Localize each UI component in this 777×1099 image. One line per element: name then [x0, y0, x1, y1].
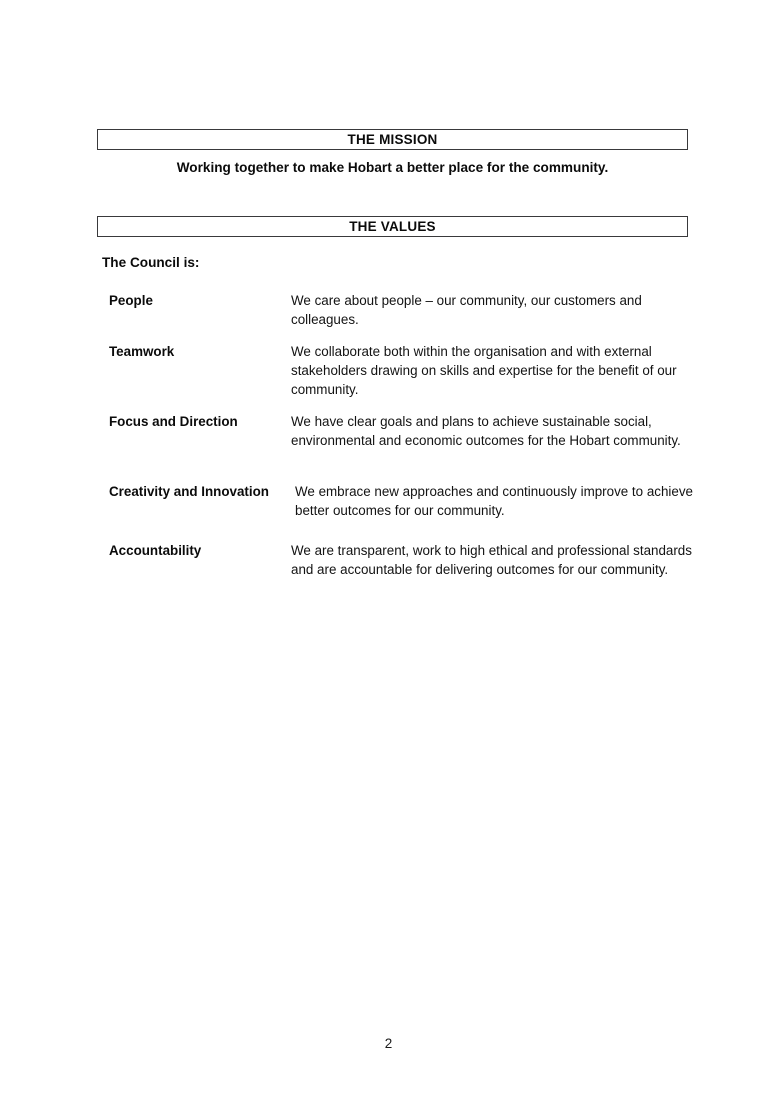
value-description: We have clear goals and plans to achieve sustainable social, environmental and economic outcomes for the Hobart community. [291, 414, 681, 448]
value-label: Accountability [109, 543, 202, 558]
value-description: We embrace new approaches and continuously improve to achieve better outcomes for our community. [295, 484, 693, 518]
value-label: Focus and Direction [109, 414, 238, 429]
page-number: 2 [384, 1036, 393, 1051]
value-description: We are transparent, work to high ethical and professional standards and are accountable for delivering outcomes for our community. [291, 543, 692, 577]
values-intro-text: The Council is: [102, 255, 200, 270]
value-description: We collaborate both within the organisation and with external stakeholders drawing on skills and expertise for the benefit of our community. [291, 344, 677, 397]
mission-section-header [97, 129, 688, 150]
value-label: Creativity and Innovation [109, 484, 269, 499]
mission-statement: Working together to make Hobart a better place for the community. [176, 160, 609, 175]
values-heading-text: THE VALUES [349, 218, 436, 234]
values-section-header [97, 216, 688, 237]
value-label: Teamwork [109, 344, 175, 359]
mission-heading-text: THE MISSION [347, 131, 438, 147]
value-label: People [109, 293, 153, 308]
value-description: We care about people – our community, our customers and colleagues. [291, 293, 642, 327]
